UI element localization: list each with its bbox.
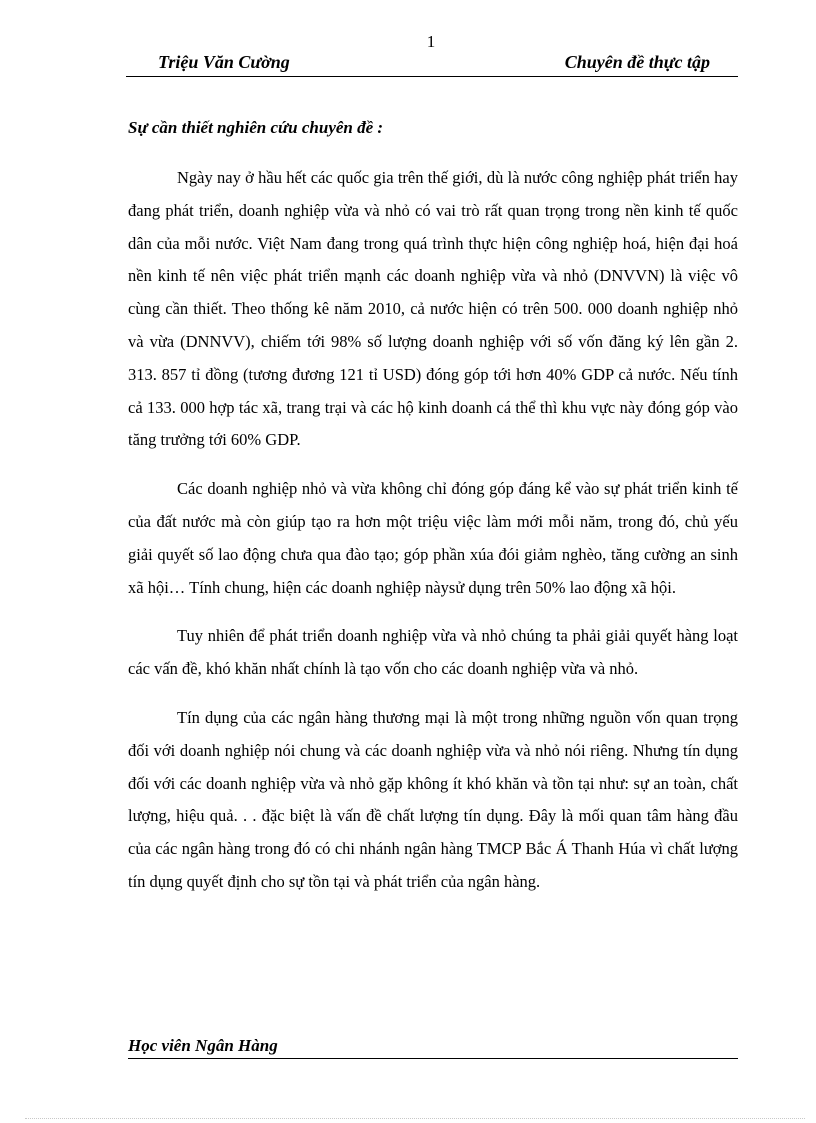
paragraph-2: Các doanh nghiệp nhỏ và vừa không chỉ đóng góp đáng kể vào sự phát triển kinh tế của đất nước mà còn giúp tạo ra hơn một triệu việc làm mới mỗi năm, trong đó, chủ yếu giải quyết số lao động chưa qua đào tạo; góp phần xúa đói giảm nghèo, tăng cường an sinh xã hội… Tính chung, hiện các doanh nghiệp nàysử dụng trên 50% lao động xã hội.	[128, 479, 738, 597]
document-body	[128, 162, 738, 915]
page-number: 1	[426, 32, 436, 51]
page-footer	[128, 1036, 738, 1059]
header-title: Chuyên đề thực tập	[564, 52, 710, 72]
paragraph-3: Tuy nhiên để phát triển doanh nghiệp vừa và nhỏ chúng ta phải giải quyết hàng loạt các vấn đề, khó khăn nhất chính là tạo vốn cho các doanh nghiệp vừa và nhỏ.	[128, 626, 738, 679]
header-author: Triệu Văn Cường	[158, 52, 290, 72]
section-title: Sự cần thiết nghiên cứu chuyên đề :	[128, 118, 384, 137]
page-edge-divider	[25, 1118, 805, 1119]
paragraph-4: Tín dụng của các ngân hàng thương mại là một trong những nguồn vốn quan trọng đối với doanh nghiệp nói chung và các doanh nghiệp vừa và nhỏ nói riêng. Nhưng tín dụng đối với các doanh nghiệp vừa và nhỏ gặp không ít khó khăn và tồn tại như: sự an toàn, chất lượng, hiệu quả. . . đặc biệt là vấn đề chất lượng tín dụng. Đây là mối quan tâm hàng đầu của các ngân hàng trong đó có chi nhánh ngân hàng TMCP Bắc Á Thanh Húa vì chất lượng tín dụng quyết định cho sự tồn tại và phát triển của ngân hàng.	[128, 707, 738, 891]
page-header	[126, 52, 738, 77]
footer-institution: Học viên Ngân Hàng	[128, 1036, 278, 1055]
paragraph-1: Ngày nay ở hầu hết các quốc gia trên thế giới, dù là nước công nghiệp phát triển hay đang phát triển, doanh nghiệp vừa và nhỏ có vai trò rất quan trọng trong nền kinh tế quốc dân của mỗi nước. Việt Nam đang trong quá trình thực hiện công nghiệp hoá, hiện đại hoá nền kinh tế nên việc phát triển mạnh các doanh nghiệp vừa và nhỏ (DNVVN) là việc vô cùng cần thiết. Theo thống kê năm 2010, cả nước hiện có trên 500. 000 doanh nghiệp nhỏ và vừa (DNNVV), chiếm tới 98% số lượng doanh nghiệp với số vốn đăng ký lên gần 2. 313. 857 tỉ đồng (tương đương 121 tỉ USD) đóng góp tới hơn 40% GDP cả nước. Nếu tính cả 133. 000 hợp tác xã, trang trại và các hộ kinh doanh cá thể thì khu vực này đóng góp vào tăng trưởng tới 60% GDP.	[128, 168, 738, 450]
